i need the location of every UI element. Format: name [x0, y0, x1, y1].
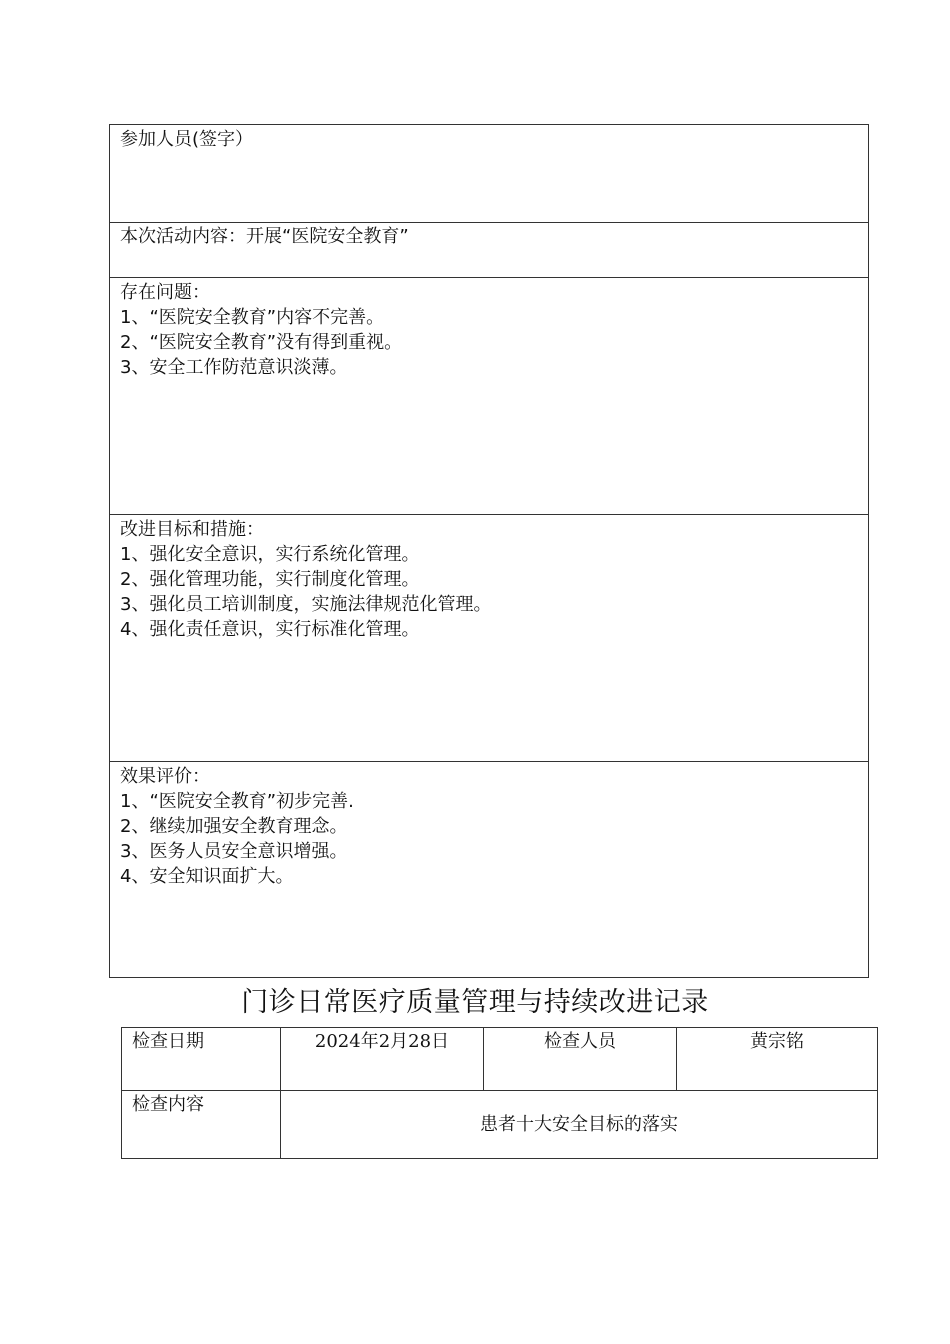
- activity-content-cell: [110, 223, 869, 278]
- participants-label: 参加人员(签字）: [120, 129, 254, 150]
- problem-item: 2、“医院安全教育”没有得到重视。: [120, 332, 403, 353]
- measure-item: 2、强化管理功能，实行制度化管理。: [120, 569, 420, 590]
- measures-heading: 改进目标和措施：: [120, 519, 264, 540]
- measure-item: 1、强化安全意识，实行系统化管理。: [120, 544, 420, 565]
- inspection-content-value: 患者十大安全目标的落实: [281, 1091, 878, 1159]
- evaluation-heading: 效果评价：: [120, 766, 210, 787]
- participants-cell: [110, 125, 869, 223]
- evaluation-item: 4、安全知识面扩大。: [120, 866, 294, 887]
- evaluation-item: 3、医务人员安全意识增强。: [120, 841, 348, 862]
- inspection-content-row: [122, 1091, 878, 1159]
- evaluation-cell: [110, 762, 869, 978]
- problems-cell: [110, 278, 869, 515]
- record-title: 门诊日常医疗质量管理与持续改进记录: [241, 987, 709, 1018]
- inspector-value: 黄宗铭: [677, 1028, 878, 1091]
- measures-row: [110, 515, 869, 762]
- measure-item: 3、强化员工培训制度，实施法律规范化管理。: [120, 594, 492, 615]
- problem-item: 1、“医院安全教育”内容不完善。: [120, 307, 385, 328]
- inspection-content-label: 检查内容: [122, 1091, 281, 1159]
- participants-row: [110, 125, 869, 223]
- measures-cell: [110, 515, 869, 762]
- problems-heading: 存在问题：: [120, 282, 210, 303]
- inspection-header-row: [122, 1028, 878, 1091]
- problem-item: 3、安全工作防范意识淡薄。: [120, 357, 348, 378]
- inspector-label: 检查人员: [484, 1028, 677, 1091]
- activity-content-row: [110, 223, 869, 278]
- inspection-record-table: [121, 1027, 878, 1159]
- inspection-date-value: 2024年2月28日: [281, 1028, 484, 1091]
- evaluation-item: 1、“医院安全教育”初步完善.: [120, 791, 354, 812]
- evaluation-row: [110, 762, 869, 978]
- inspection-date-label: 检查日期: [122, 1028, 281, 1091]
- evaluation-item: 2、继续加强安全教育理念。: [120, 816, 348, 837]
- problems-row: [110, 278, 869, 515]
- activity-record-table: [109, 124, 869, 978]
- measure-item: 4、强化责任意识，实行标准化管理。: [120, 619, 420, 640]
- activity-content-text: 本次活动内容：开展“医院安全教育”: [120, 226, 409, 247]
